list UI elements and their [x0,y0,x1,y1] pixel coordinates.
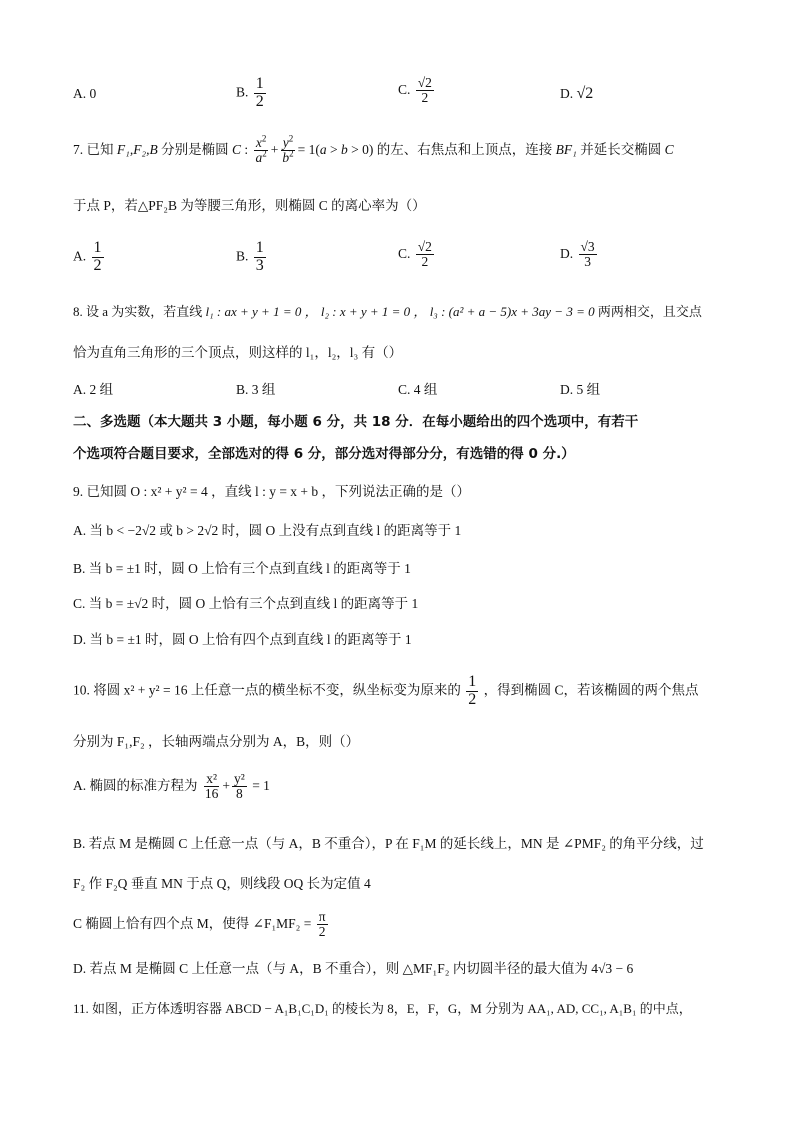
q10-option-c: C 椭圆上恰有四个点 M，使得 ∠F₁MF₂ = $\frac{\pi}{2}$ [73,909,326,940]
q9-stem: 9. 已知圆 O : x² + y² = 4 ，直线 l : y = x + b ，下列说法正确的是（） [73,484,471,499]
q7-option-a: A. $\frac{1}{2}$ [73,239,102,274]
section2-heading-line2: 个选项符合题目要求，全部选对的得 6 分，部分选对得部分分，有选错的得 0 分.） [73,446,575,462]
q9-option-d: D. 当 b = ±1 时，圆 O 上恰有四个点到直线 l 的距离等于 1 [73,632,412,647]
q8-option-c: C. 4 组 [398,382,438,397]
q9-option-a: A. 当 b < −2√2 或 b > 2√2 时，圆 O 上没有点到直线 l 的距离等于 1 [73,523,462,538]
q8-option-d: D. 5 组 [560,382,601,397]
q6-option-c-fraction: $\frac{√2}{2}$ [417,75,432,106]
q7-option-d: D. $\frac{√3}{3}$ [560,239,595,270]
q10-stem-line2: 分别为 F₁,F₂ ，长轴两端点分别为 A，B，则（） [73,734,360,749]
q10-option-b-line1: B. 若点 M 是椭圆 C 上任意一点（与 A，B 不重合），P 在 F₁M 的延长线上，MN 是 ∠PMF₂ 的角平分线，过 [73,836,704,851]
q6-option-a: A. 0 [73,86,97,101]
q7-option-c: C. $\frac{√2}{2}$ [398,239,432,270]
q10-option-a: A. 椭圆的标准方程为 $\frac{\text{x²}}{16}$ + $\frac{\text{y²}}{8}$ = 1 [73,771,270,802]
q6-option-b-fraction: $\frac{1}{2}$ [255,75,264,110]
q7-ellipse-equation: C : $\frac{x^2}{a^2}$ + $\frac{y^2}{b^2}$ = 1(a > b > 0) [232,133,374,166]
q8-stem-line2: 恰为直角三角形的三个顶点，则这样的 l₁，l₂，l₃ 有（） [73,345,403,360]
q6-option-b: B. $\frac{1}{2}$ [236,75,264,110]
q8-option-a: A. 2 组 [73,382,114,397]
q11-stem-line1: 11. 如图，正方体透明容器 ABCD − A₁B₁C₁D₁ 的棱长为 8，E，F，G，M 分别为 AA₁, AD, CC₁, A₁B₁ 的中点， [73,1001,692,1016]
q9-option-c: C. 当 b = ±√2 时，圆 O 上恰有三个点到直线 l 的距离等于 1 [73,596,419,611]
q9-option-b: B. 当 b = ±1 时，圆 O 上恰有三个点到直线 l 的距离等于 1 [73,561,411,576]
q6-option-d: D. √2 [560,85,594,102]
q8-stem-line1: 8. 设 a 为实数，若直线 l₁ : ax + y + 1 = 0 ， l₂ : x + y + 1 = 0 ， l₃ : (a² + a − 5)x + 3ay − 3 = 0 两两相交，且交点 [73,304,702,319]
q7-option-b: B. $\frac{1}{3}$ [236,239,264,274]
q6-option-c: C. $\frac{√2}{2}$ [398,75,432,106]
q10-stem-line1: 10. 将圆 x² + y² = 16 上任意一点的横坐标不变，纵坐标变为原来的 $\frac{1}{2}$ ，得到椭圆 C，若该椭圆的两个焦点 [73,673,699,708]
q8-option-b: B. 3 组 [236,382,276,397]
q7-stem-line1: 7. 已知 F₁,F₂,B 分别是椭圆 C : $\frac{x^2}{a^2}$ + $\frac{y^2}{b^2}$ = 1(a > b > 0) 的左、右焦点和上顶点，连接 BF₁ 并延长交椭圆 C [73,133,674,166]
q10-option-d: D. 若点 M 是椭圆 C 上任意一点（与 A，B 不重合），则 △MF₁F₂ 内切圆半径的最大值为 4√3 − 6 [73,961,634,976]
q10-option-b-line2: F₂ 作 F₂Q 垂直 MN 于点 Q，则线段 OQ 长为定值 4 [73,876,371,891]
q7-stem-line2: 于点 P，若△PF₂B 为等腰三角形，则椭圆 C 的离心率为（） [73,198,426,213]
section2-heading-line1: 二、多选题（本大题共 3 小题，每小题 6 分，共 18 分．在每小题给出的四个选项中，有若干 [73,414,639,430]
q6-option-d-value: √2 [576,85,594,102]
